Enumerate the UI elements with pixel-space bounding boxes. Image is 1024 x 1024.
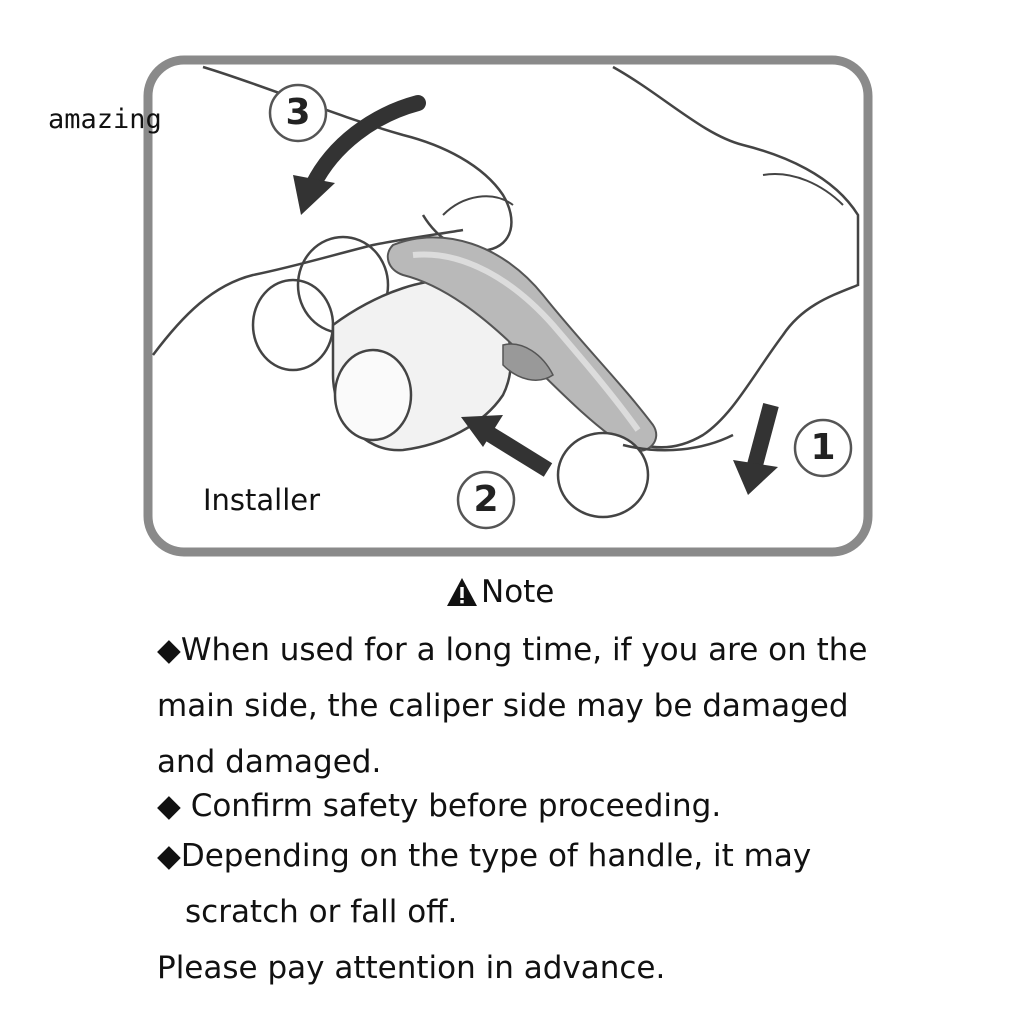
- installer-label: Installer: [203, 483, 321, 517]
- step-3-number: 3: [285, 92, 311, 133]
- step-2-number: 2: [473, 479, 499, 520]
- installation-illustration: [143, 55, 873, 557]
- note-line-6: scratch or fall off.: [185, 894, 458, 930]
- watermark-text: amazing: [48, 104, 162, 135]
- step-1-number: 1: [810, 427, 836, 468]
- note-line-1: ◆When used for a long time, if you are on the: [157, 632, 868, 668]
- note-line-7: Please pay attention in advance.: [157, 950, 666, 986]
- grip-end: [335, 350, 411, 440]
- note-line-2: main side, the caliper side may be damaged: [157, 688, 849, 724]
- note-line-4: ◆ Confirm safety before proceeding.: [157, 788, 722, 824]
- warning-triangle-icon: [446, 577, 478, 607]
- note-heading: [446, 574, 554, 610]
- fingertip: [558, 433, 648, 517]
- note-title: Note: [481, 574, 555, 610]
- note-line-5: ◆Depending on the type of handle, it may: [157, 838, 812, 874]
- note-line-3: and damaged.: [157, 744, 382, 780]
